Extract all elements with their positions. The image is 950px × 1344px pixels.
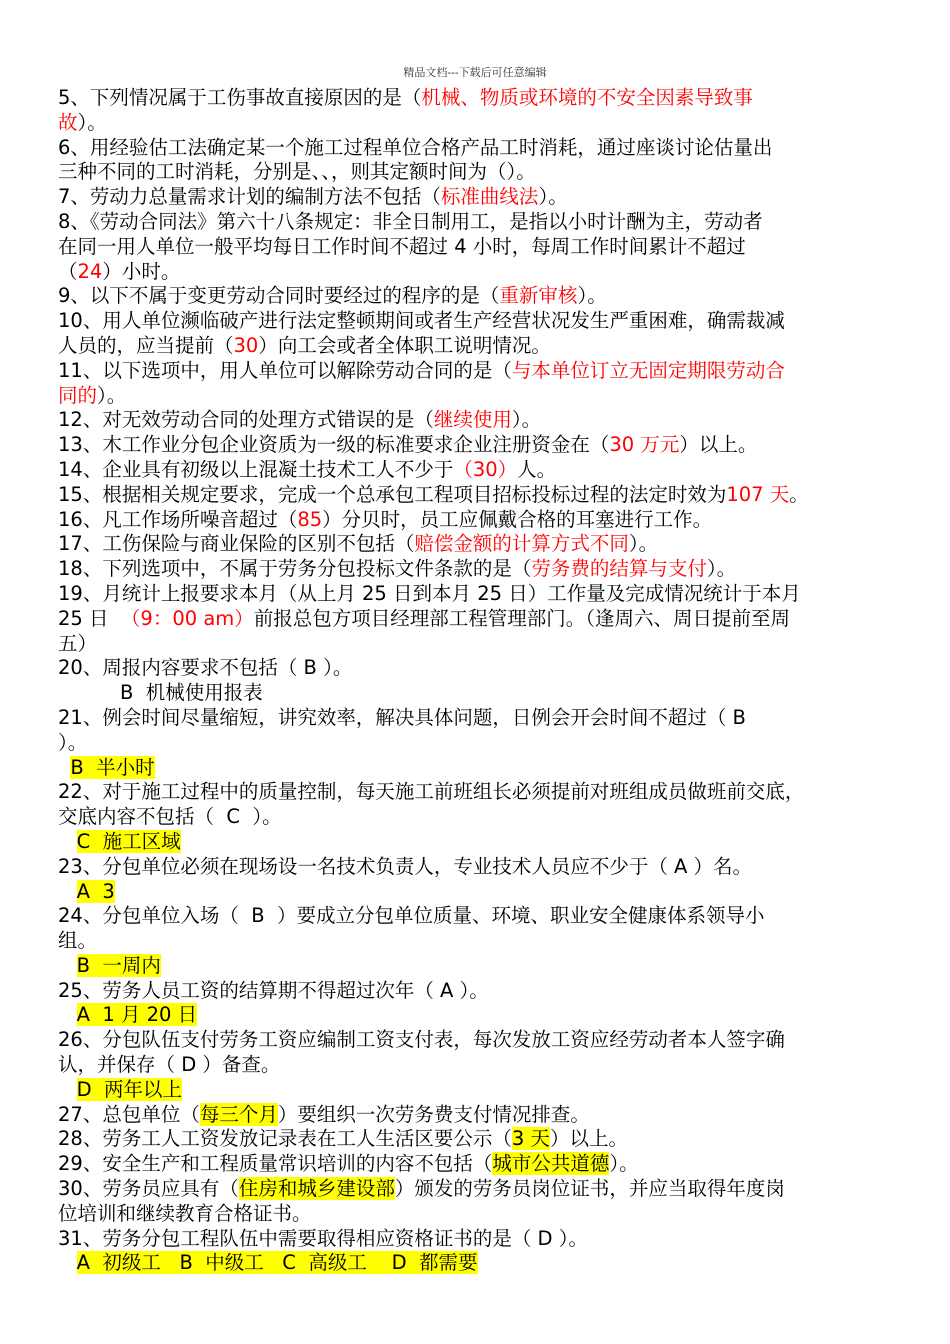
text-line	[58, 1251, 898, 1276]
text-line	[58, 830, 898, 855]
question-text	[58, 756, 70, 779]
question-text: ）。	[609, 1152, 639, 1176]
text-line	[58, 1202, 898, 1227]
text-line	[58, 656, 898, 681]
question-text: 9、以下不属于变更劳动合同时要经过的程序的是（	[58, 284, 500, 308]
text-line	[58, 607, 898, 632]
question-text	[58, 1078, 77, 1101]
text-line	[58, 582, 898, 607]
question-text: ）。	[706, 557, 737, 581]
question-text: 6、用经验估工法确定某一个施工过程单位合格产品工时消耗，通过座谈讨论估量出	[58, 135, 773, 159]
question-text: 28、劳务工人工资发放记录表在工人生活区要公示（	[58, 1127, 512, 1151]
question-text: 21、例会时间尽量缩短，讲究效率，解决具体问题，日例会开会时间不超过（ B	[58, 705, 746, 729]
question-text: 31、劳务分包工程队伍中需要取得相应资格证书的是（ D ）。	[58, 1226, 588, 1250]
question-text: 人员的，应当提前（	[58, 333, 234, 357]
answer-text: （9：00 am）	[120, 606, 254, 630]
text-line	[58, 1003, 898, 1028]
answer-text: 标准曲线法	[440, 185, 539, 209]
question-text: 认，并保存（ D ）备查。	[58, 1053, 281, 1077]
highlighted-answer: 3 天	[511, 1127, 550, 1151]
text-line	[58, 235, 898, 260]
question-text: ）小时。	[102, 259, 181, 283]
text-line	[58, 111, 898, 136]
text-line	[58, 483, 898, 508]
answer-text: 30 万元	[609, 433, 680, 457]
answer-text: 30	[233, 333, 259, 357]
question-text: 10、用人单位濒临破产进行法定整顿期间或者生产经营状况发生严重困难，确需裁减	[58, 309, 785, 333]
text-line	[58, 1227, 898, 1252]
question-text: 五）	[58, 631, 98, 655]
highlighted-answer: B 一周内	[76, 953, 161, 977]
text-line	[58, 284, 898, 309]
text-line	[58, 731, 898, 756]
text-line	[58, 260, 898, 285]
highlighted-answer: B 半小时	[70, 755, 155, 779]
question-text: 交底内容不包括（ C ）。	[58, 805, 282, 829]
text-line	[58, 334, 898, 359]
text-line	[58, 1152, 898, 1177]
question-text	[58, 830, 77, 853]
text-line	[58, 1053, 898, 1078]
text-line	[58, 309, 898, 334]
highlighted-answer: A 1 月 20 日	[76, 1003, 198, 1027]
answer-text: 与本单位订立无固定期限劳动合	[511, 358, 785, 382]
question-text: 16、凡工作场所噪音超过（	[58, 507, 298, 531]
document-body	[58, 86, 898, 1276]
text-line	[58, 1028, 898, 1053]
text-line	[58, 160, 898, 185]
text-line	[58, 359, 898, 384]
highlighted-answer: D 两年以上	[76, 1077, 183, 1101]
question-text: 。	[789, 482, 809, 506]
text-line	[58, 632, 898, 657]
question-text: 17、工伤保险与商业保险的区别不包括（	[58, 532, 415, 556]
question-text: 位培训和继续教育合格证书。	[58, 1201, 312, 1225]
question-text: 14、企业具有初级以上混凝土技术工人不少于	[58, 457, 454, 481]
question-text: ）以上。	[679, 433, 758, 457]
question-text: 26、分包队伍支付劳务工资应编制工资支付表，每次发放工资应经劳动者本人签字确	[58, 1028, 785, 1052]
text-line	[58, 557, 898, 582]
text-line	[58, 433, 898, 458]
question-text: ）。	[538, 185, 568, 209]
answer-text: 同的	[58, 383, 98, 407]
text-line	[58, 855, 898, 880]
question-text: 三种不同的工时消耗，分别是、、，则其定额时间为（）。	[58, 160, 536, 184]
question-text	[58, 1003, 77, 1026]
question-text: 22、对于施工过程中的质量控制，每天施工前班组长必须提前对班组成员做班前交底，	[58, 780, 805, 804]
question-text: 25 日	[58, 606, 121, 630]
question-text: 12、对无效劳动合同的处理方式错误的是（	[58, 408, 434, 432]
question-text: 19、月统计上报要求本月（从上月 25 日到本月 25 日）工作量及完成情况统计于本月	[58, 581, 801, 605]
question-text: 20、周报内容要求不包括（ B ）。	[58, 656, 353, 680]
question-text: 18、下列选项中，不属于劳务分包投标文件条款的是（	[58, 557, 532, 581]
text-line	[58, 805, 898, 830]
text-line	[58, 880, 898, 905]
answer-text: 继续使用	[433, 408, 512, 432]
text-line	[58, 384, 898, 409]
question-text: ）。	[97, 383, 127, 407]
page-header: 精品文档---下载后可任意编辑	[403, 66, 547, 79]
answer-text: 重新审核	[499, 284, 578, 308]
question-text: 5、下列情况属于工伤事故直接原因的是（	[58, 86, 422, 109]
question-text: ）。	[58, 730, 88, 754]
question-text: 8、《劳动合同法》第六十八条规定：非全日制用工，是指以小时计酬为主，劳动者	[58, 209, 763, 233]
answer-text: 故	[58, 110, 78, 134]
question-text: ）。	[77, 110, 107, 134]
question-text: 人。	[517, 457, 557, 481]
text-line	[58, 185, 898, 210]
text-line	[58, 136, 898, 161]
text-line	[58, 756, 898, 781]
answer-text: 24	[77, 259, 103, 283]
answer-text: （30）	[453, 457, 518, 481]
answer-text: 85	[297, 507, 323, 531]
answer-text: 107 天	[726, 482, 790, 506]
highlighted-answer: 每三个月	[199, 1102, 278, 1126]
question-text: 30、劳务员应具有（	[58, 1177, 239, 1201]
question-text: 27、总包单位（	[58, 1102, 200, 1126]
highlighted-answer: A 3	[76, 879, 115, 903]
text-line	[58, 1177, 898, 1202]
question-text: B 机械使用报表	[58, 681, 263, 705]
question-text: （	[58, 259, 78, 283]
question-text	[58, 1251, 77, 1274]
highlighted-answer: 城市公共道德	[492, 1152, 610, 1176]
text-line	[58, 929, 898, 954]
text-line	[58, 508, 898, 533]
text-line	[58, 954, 898, 979]
text-line	[58, 681, 898, 706]
question-text: 7、劳动力总量需求计划的编制方法不包括（	[58, 185, 441, 209]
highlighted-answer: A 初级工 B 中级工 C 高级工 D 都需要	[76, 1251, 478, 1275]
answer-text: 机械、物质或环境的不安全因素导致事	[421, 86, 753, 109]
question-text: 25、劳务人员工资的结算期不得超过次年（ A ）。	[58, 978, 489, 1002]
text-line	[58, 780, 898, 805]
question-text: 23、分包单位必须在现场设一名技术负责人，专业技术人员应不少于（ A ）名。	[58, 854, 753, 878]
text-line	[58, 532, 898, 557]
text-line	[58, 904, 898, 929]
question-text: 11、以下选项中，用人单位可以解除劳动合同的是（	[58, 358, 512, 382]
question-text: ）。	[577, 284, 607, 308]
question-text: 15、根据相关规定要求，完成一个总承包工程项目招标投标过程的法定时效为	[58, 482, 727, 506]
question-text: 前报总包方项目经理部工程管理部门。（逢周六、周日提前至周	[253, 606, 791, 630]
question-text: 组。	[58, 929, 98, 953]
question-text: ）向工会或者全体职工说明情况。	[258, 333, 551, 357]
highlighted-answer: C 施工区域	[76, 829, 181, 853]
text-line	[58, 210, 898, 235]
answer-text: 劳务费的结算与支付	[531, 557, 707, 581]
question-text: ）颁发的劳务员岗位证书，并应当取得年度岗	[394, 1177, 785, 1201]
question-text: 29、安全生产和工程质量常识培训的内容不包括（	[58, 1152, 493, 1176]
question-text: ）分贝时，员工应佩戴合格的耳塞进行工作。	[322, 507, 713, 531]
question-text: ）以上。	[549, 1127, 628, 1151]
question-text	[58, 954, 77, 977]
question-text: 24、分包单位入场（ B ）要成立分包单位质量、环境、职业安全健康体系领导小	[58, 904, 765, 928]
text-line	[58, 458, 898, 483]
answer-text: 赔偿金额的计算方式不同	[414, 532, 629, 556]
text-line	[58, 706, 898, 731]
question-text: ）要组织一次劳务费支付情况排查。	[277, 1102, 590, 1126]
question-text	[58, 880, 77, 903]
question-text: ）。	[511, 408, 542, 432]
text-line	[58, 86, 898, 111]
text-line	[58, 1127, 898, 1152]
text-line	[58, 1078, 898, 1103]
text-line	[58, 1103, 898, 1128]
question-text: 13、木工作业分包企业资质为一级的标准要求企业注册资金在（	[58, 433, 610, 457]
text-line	[58, 408, 898, 433]
highlighted-answer: 住房和城乡建设部	[238, 1177, 395, 1201]
question-text: ）。	[628, 532, 659, 556]
text-line	[58, 979, 898, 1004]
question-text: 在同一用人单位一般平均每日工作时间不超过 4 小时，每周工作时间累计不超过	[58, 234, 746, 258]
